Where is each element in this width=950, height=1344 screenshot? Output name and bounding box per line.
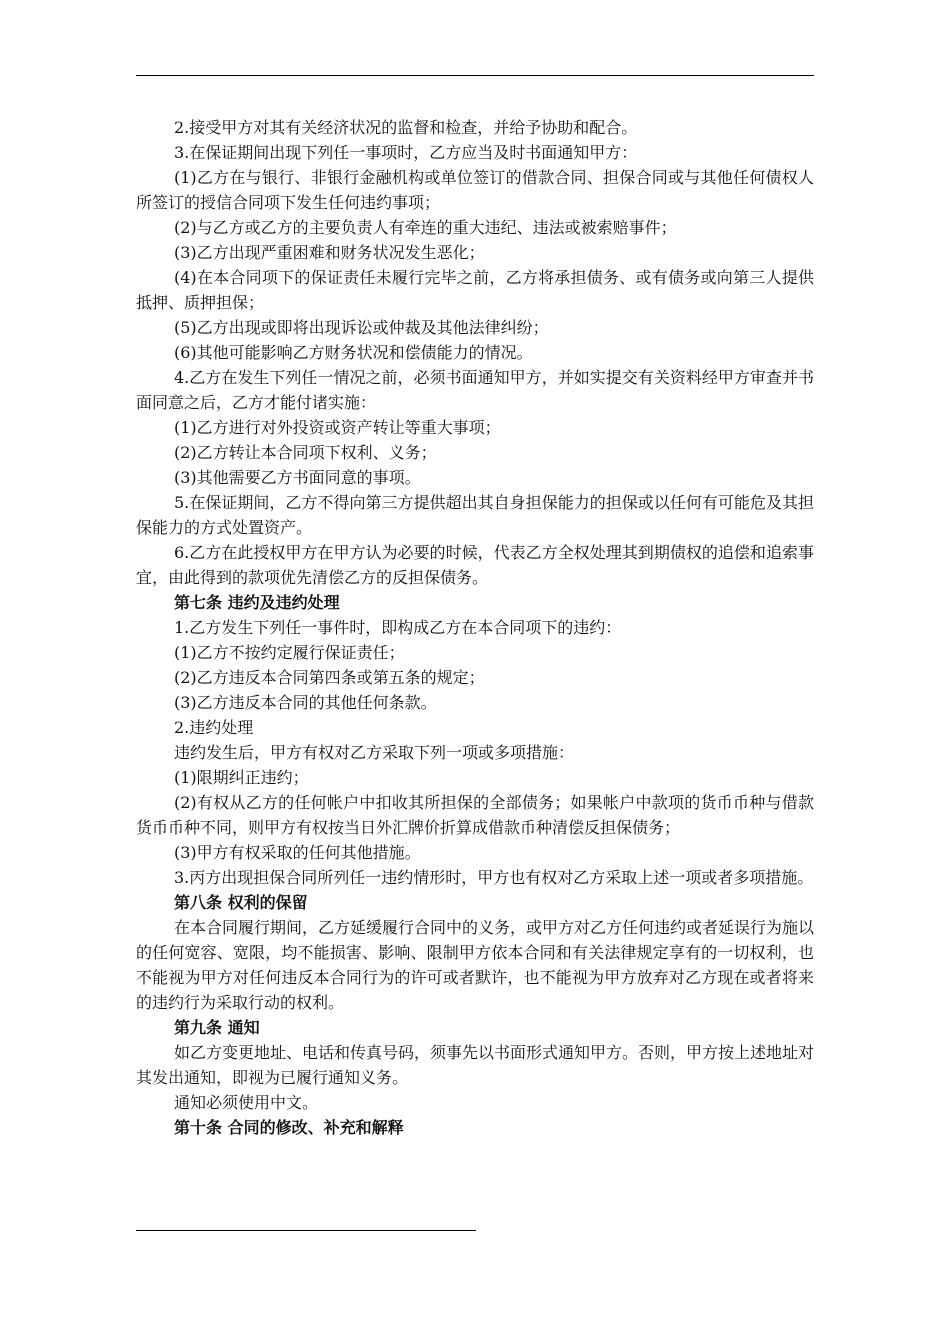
paragraph: (4)在本合同项下的保证责任未履行完毕之前，乙方将承担债务、或有债务或向第三人提供抵押、质押担保； — [136, 268, 814, 312]
paragraph: 违约发生后，甲方有权对乙方采取下列一项或多项措施： — [174, 743, 575, 762]
footnote-rule — [136, 1230, 476, 1231]
paragraph: (2)与乙方或乙方的主要负责人有牵连的重大违纪、违法或被索赔事件； — [174, 218, 677, 237]
paragraph: (2)乙方转让本合同项下权利、义务； — [174, 443, 437, 462]
header-rule — [136, 75, 814, 76]
paragraph: (3)乙方违反本合同的其他任何条款。 — [174, 693, 437, 712]
section-heading: 第七条 违约及违约处理 — [174, 593, 340, 612]
paragraph: (2)乙方违反本合同第四条或第五条的规定； — [174, 668, 485, 687]
paragraph: 5.在保证期间，乙方不得向第三方提供超出其自身担保能力的担保或以任何有可能危及其担保能力的方式处置资产。 — [136, 493, 814, 537]
section-heading: 第十条 合同的修改、补充和解释 — [174, 1118, 404, 1137]
paragraph: (3)甲方有权采取的任何其他措施。 — [174, 843, 421, 862]
paragraph: 2.接受甲方对其有关经济状况的监督和检查，并给予协助和配合。 — [174, 118, 638, 137]
paragraph: 3.在保证期间出现下列任一事项时，乙方应当及时书面通知甲方： — [174, 143, 638, 162]
section-heading: 第九条 通知 — [174, 1018, 260, 1037]
paragraph: (1)乙方在与银行、非银行金融机构或单位签订的借款合同、担保合同或与其他任何债权人所签订的授信合同项下发生任何违约事项； — [136, 168, 814, 212]
document-body — [136, 115, 814, 1140]
paragraph: (6)其他可能影响乙方财务状况和偿债能力的情况。 — [174, 343, 533, 362]
paragraph: 1.乙方发生下列任一事件时，即构成乙方在本合同项下的违约： — [174, 618, 622, 637]
paragraph: 4.乙方在发生下列任一情况之前，必须书面通知甲方，并如实提交有关资料经甲方审查并书面同意之后，乙方才能付诸实施： — [136, 368, 814, 412]
paragraph: 在本合同履行期间，乙方延缓履行合同中的义务，或甲方对乙方任何违约或者延误行为施以的任何宽容、宽限，均不能损害、影响、限制甲方依本合同和有关法律规定享有的一切权利，也不能视为甲方对任何违反本合同行为的许可或者默许，也不能视为甲方放弃对乙方现在或者将来的违约行为采取行动的权利。 — [136, 918, 815, 1012]
paragraph: (2)有权从乙方的任何帐户中扣收其所担保的全部债务；如果帐户中款项的货币币种与借款货币币种不同，则甲方有权按当日外汇牌价折算成借款币种清偿反担保债务； — [136, 793, 814, 837]
paragraph: 如乙方变更地址、电话和传真号码，须事先以书面形式通知甲方。否则，甲方按上述地址对其发出通知，即视为已履行通知义务。 — [136, 1043, 815, 1087]
paragraph: (5)乙方出现或即将出现诉讼或仲裁及其他法律纠纷； — [174, 318, 549, 337]
paragraph: (1)乙方不按约定履行保证责任； — [174, 643, 405, 662]
paragraph: 2.违约处理 — [174, 718, 254, 737]
paragraph: (3)乙方出现严重困难和财务状况发生恶化； — [174, 243, 485, 262]
paragraph: 通知必须使用中文。 — [174, 1093, 319, 1112]
paragraph: (1)限期纠正违约； — [174, 768, 309, 787]
paragraph: (3)其他需要乙方书面同意的事项。 — [174, 468, 421, 487]
paragraph: 6.乙方在此授权甲方在甲方认为必要的时候，代表乙方全权处理其到期债权的追偿和追索事宜，由此得到的款项优先清偿乙方的反担保债务。 — [136, 543, 814, 587]
section-heading: 第八条 权利的保留 — [174, 893, 308, 912]
paragraph: (1)乙方进行对外投资或资产转让等重大事项； — [174, 418, 501, 437]
paragraph: 3.丙方出现担保合同所列任一违约情形时，甲方也有权对乙方采取上述一项或者多项措施。 — [174, 868, 814, 887]
